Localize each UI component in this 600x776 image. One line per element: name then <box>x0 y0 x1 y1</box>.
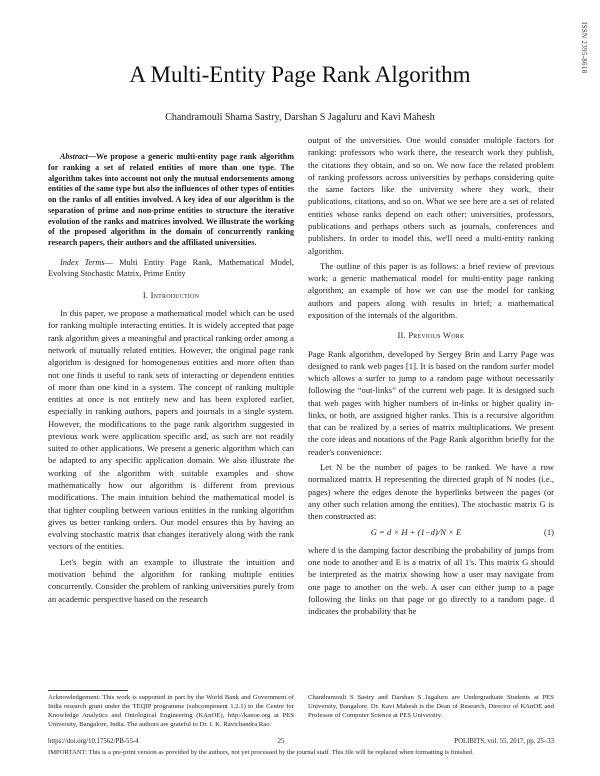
equation-body: G = d × H + (1−d)/N × E <box>370 527 462 538</box>
issn-label: ISSN 2395-8618 <box>580 22 588 74</box>
index-terms <box>48 257 294 279</box>
footnote-affiliations: Chandramouli S Sastry and Darshan S Jagaluru are Undergraduate Students at PES University, Bangalore. Dr. Kavi Mahesh is the Dean of Research, Director of KAnOE and Professor of Computer Science at PES University. <box>308 694 554 719</box>
page-number: 25 <box>277 738 285 745</box>
abstract-text: —We propose a generic multi-entity page rank algorithm for ranking a set of related entities of more than one type. The algorithm takes into account not only the mutual endorsements among entities of the same type but also the influences of other types of entities on the ranks of all entities involved. A key idea of our algorithm is the separation of prime and non-prime entities to structure the iterative evolution of the ranks and matrices involved. We illustrate the working of the proposed algorithm in the domain of concurrently ranking research papers, their authors and the affiliated universities. <box>48 152 295 247</box>
left-column <box>48 152 294 608</box>
page-footer <box>48 738 554 756</box>
intro-paragraph-2: Let's begin with an example to illustrate the intuition and motivation behind the algorithm for ranking multiple entities concurrently. Consider the problem of ranking universities purely from an academic perspective based on the research <box>48 556 294 604</box>
index-terms-text: — Multi Entity Page Rank, Mathematical Model, Evolving Stochastic Matrix, Prime Entity <box>48 257 294 278</box>
index-terms-lead: Index Terms <box>60 257 105 267</box>
doi-link[interactable]: https://doi.org/10.17562/PB-55-4 <box>48 738 139 745</box>
previous-work-paragraph-1: Page Rank algorithm, developed by Sergey Brin and Larry Page was designed to rank web pages [1]. It is based on the random surfer model which allows a surfer to jump to a random page without necessarily following the “out-links” of the current web page. It is designed such that web pages with higher numbers of in-links or higher quality in-links, or both, are assigned higher ranks. This is a recursive algorithm that can be realized by a series of matrix multiplications. We present the core ideas and notations of the Page Rank algorithm briefly for the reader's convenience: <box>308 348 554 457</box>
abstract-lead: Abstract <box>60 152 88 161</box>
previous-work-heading: II. Previous Work <box>397 330 465 341</box>
paper-title: A Multi-Entity Page Rank Algorithm <box>129 62 471 87</box>
previous-work-paragraph-3: where d is the damping factor describing the probability of jumps from one node to another and E is a matrix of all 1's. This matrix G should be interpreted as the matrix showing how a user may navigate from one page to another on the web. A user can either jump to a page following the links on that page or go directly to a random page. d indicates the probability that he <box>308 544 554 617</box>
right-column <box>308 134 554 620</box>
intro-heading: I. Introduction <box>142 289 200 300</box>
right-paragraph-2: The outline of this paper is as follows: a brief review of previous work; a generic mathematical model for multi-entity page ranking algorithm; an example of how we can use the model for ranking authors and papers along with results in brief; a mathematical exposition of the internals of the algorithm. <box>308 260 554 320</box>
right-paragraph-1: output of the universities. One would consider multiple factors for ranking: professors who work there, the research work they publish, the citations they obtain, and so on. We now face the related problem of ranking professors across universities by perhaps considering quite the same factors like the university where they work, their publications, citations, and so on. What we see here are a set of related entities whose ranks depend on each other: universities, professors, publications and perhaps others such as journals, conferences and publishers. In order to model this, we'll need a multi-entity ranking algorithm. <box>308 135 554 256</box>
paper-authors: Chandramouli Shama Sastry, Darshan S Jagaluru and Kavi Mahesh <box>165 112 435 123</box>
journal-citation: POLIBITS, vol. 55, 2017, pp. 25–33 <box>454 738 554 745</box>
footnote-rule-left <box>48 690 128 691</box>
preprint-notice: IMPORTANT: This is a pre-print version as provided by the authors, not yet processed by the journal staff. This file will be replaced when formatting is finished. <box>48 749 474 756</box>
equation-number: (1) <box>543 527 554 538</box>
footnote-acknowledgement: Acknowledgement: This work is supported in part by the World Bank and Government of India research grant under the TEQIP programme (subcomponent 1.2.1) to the Centre for Knowledge Analytics and Ontological Engineering (KAnOE), http://kanoe.org at PES University, Bangalore, India. The authors are grateful to Dr. I. K. Ravichandra Rao. <box>48 694 294 728</box>
abstract <box>48 152 294 249</box>
intro-paragraph-1: In this paper, we propose a mathematical model which can be used for ranking multiple interacting entities. It is widely accepted that page rank algorithm gives a meaningful and practical ranking order among a network of mutually related entities. However, the original page rank algorithm is designed for homogeneous entities and more often than not one finds it useful to rank sets of interacting or dependent entities of more than one kind in a system. The concept of ranking multiple entities at once is not entirely new and has been explored earlier, especially in ranking authors, papers and journals in a single system. However, the modifications to the page rank algorithm suggested in previous work were application specific and, as such are not readily suited to other applications. We present a generic algorithm which can be adapted to any specific application domain. We also illustrate the working of the algorithm with suitable examples and show mathematically how our algorithm is different from previous modifications. The main intuition behind the mathematical model is that tighter coupling between various entities in the ranking algorithm gives us better ranking orders. Our model ensures this by having an evolving stochastic matrix that changes iteratively along with the rank vectors of the entities. <box>48 308 294 552</box>
equation-1 <box>308 526 554 538</box>
previous-work-paragraph-2: Let N be the number of pages to be ranked. We have a row normalized matrix H representing the directed graph of N nodes (i.e., pages) where the edges denote the hyperlinks between the pages (or any other such relation among the entities). The stochastic matrix G is then constructed as: <box>308 462 554 522</box>
